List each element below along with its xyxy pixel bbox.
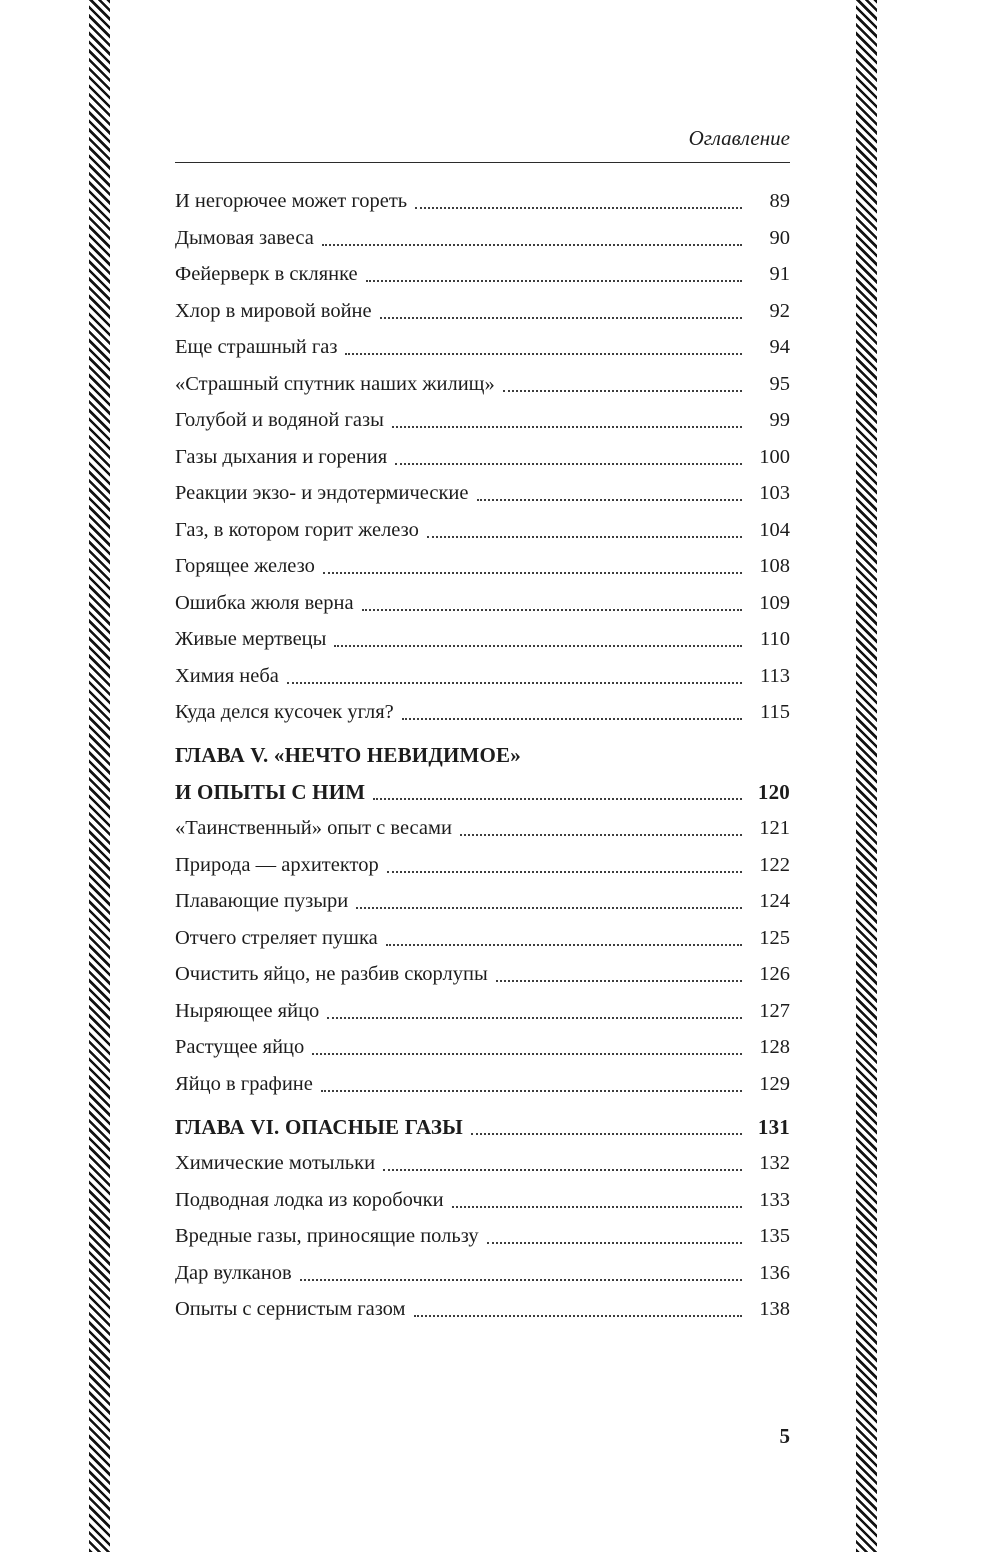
dot-leader: [487, 1242, 742, 1244]
toc-entry-row: [175, 1073, 790, 1096]
dot-leader: [427, 536, 742, 538]
toc-entry-title: Хлор в мировой войне: [175, 299, 372, 322]
toc-entry-page: 131: [757, 1114, 790, 1139]
toc-entry-row: [175, 1152, 790, 1175]
toc-entry-row: [175, 1189, 790, 1212]
toc-chapter-row: [175, 1116, 790, 1139]
toc-entry-title: Фейерверк в склянке: [175, 263, 358, 285]
toc-list: [175, 190, 790, 1321]
toc-entry-page: 128: [759, 1036, 790, 1058]
toc-entry-title: Ошибка жюля верна: [175, 591, 354, 614]
toc-entry-row: [175, 701, 790, 724]
toc-entry-title: Газы дыхания и горения: [175, 445, 388, 468]
dot-leader: [287, 682, 742, 684]
dot-leader: [386, 944, 742, 946]
toc-entry-row: [175, 592, 790, 615]
toc-entry-title: Плавающие пузыри: [175, 890, 349, 912]
toc-entry-row: [175, 482, 790, 505]
dot-leader: [322, 244, 742, 246]
page-number: 5: [779, 1424, 790, 1448]
toc-entry-page: 124: [759, 890, 790, 912]
toc-entry-page: 110: [760, 628, 790, 650]
toc-entry-page: 99: [769, 409, 790, 431]
dot-leader: [321, 1090, 742, 1092]
dot-leader: [392, 426, 742, 428]
toc-entry-row: [175, 854, 790, 877]
dot-leader: [345, 353, 742, 355]
toc-entry-row: [175, 1225, 790, 1248]
dot-leader: [373, 798, 742, 800]
toc-entry-row: [175, 927, 790, 950]
toc-entry-page: 104: [759, 518, 790, 541]
dot-leader: [323, 572, 742, 574]
dot-leader: [356, 907, 742, 909]
toc-entry-row: [175, 628, 790, 651]
toc-entry-title: «Страшный спутник наших жилищ»: [175, 372, 495, 395]
toc-entry-title: Дымовая завеса: [175, 226, 314, 249]
dot-leader: [452, 1206, 742, 1208]
toc-entry-row: [175, 336, 790, 359]
toc-entry-title: «Таинственный» опыт с весами: [175, 817, 452, 839]
dot-leader: [402, 718, 742, 720]
dot-leader: [471, 1133, 742, 1135]
toc-entry-title: Отчего стреляет пушка: [175, 926, 378, 949]
dot-leader: [312, 1053, 742, 1055]
dot-leader: [380, 317, 742, 319]
toc-entry-title: Газ, в котором горит железо: [175, 518, 419, 541]
toc-entry-page: 108: [759, 555, 790, 577]
toc-entry-page: 122: [759, 853, 790, 876]
decorative-hatch-border-right: [856, 0, 877, 1552]
decorative-hatch-border-left: [89, 0, 110, 1552]
toc-entry-row: [175, 1298, 790, 1321]
toc-entry-row: [175, 890, 790, 913]
toc-entry-title: Горящее железо: [175, 555, 315, 577]
toc-entry-page: 109: [759, 591, 790, 614]
toc-entry-title: Яйцо в графине: [175, 1072, 313, 1095]
toc-entry-row: [175, 1036, 790, 1059]
page-content: [175, 126, 790, 1335]
toc-entry-row: [175, 555, 790, 578]
toc-entry-title: Живые мертвецы: [175, 628, 327, 650]
toc-entry-row: [175, 263, 790, 286]
toc-entry-title: Голубой и водяной газы: [175, 409, 384, 431]
toc-entry-row: [175, 409, 790, 432]
toc-entry-title: Еще страшный газ: [175, 336, 338, 358]
toc-entry-page: 95: [769, 372, 790, 395]
toc-chapter-title: ГЛАВА VI. ОПАСНЫЕ ГАЗЫ: [175, 1114, 463, 1139]
toc-entry-page: 90: [769, 226, 790, 249]
toc-entry-title: Подводная лодка из коробочки: [175, 1188, 444, 1211]
toc-entry-page: 120: [757, 779, 790, 804]
toc-entry-page: 132: [759, 1152, 790, 1174]
dot-leader: [327, 1017, 742, 1019]
dot-leader: [460, 834, 742, 836]
dot-leader: [415, 207, 742, 209]
toc-entry-page: 115: [760, 701, 790, 723]
toc-entry-page: 125: [759, 926, 790, 949]
toc-entry-title: Очистить яйцо, не разбив скорлупы: [175, 963, 488, 985]
toc-entry-title: Дар вулканов: [175, 1261, 292, 1284]
toc-entry-row: [175, 665, 790, 688]
toc-entry-page: 103: [759, 482, 790, 504]
toc-entry-page: 94: [769, 336, 790, 358]
toc-entry-page: 91: [769, 263, 790, 285]
toc-entry-page: 92: [769, 299, 790, 322]
dot-leader: [366, 280, 742, 282]
toc-entry-page: 113: [760, 664, 790, 687]
dot-leader: [477, 499, 742, 501]
dot-leader: [334, 645, 742, 647]
toc-entry-title: Куда делся кусочек угля?: [175, 701, 394, 723]
toc-entry-title: Химические мотыльки: [175, 1152, 376, 1174]
toc-entry-title: Опыты с сернистым газом: [175, 1298, 406, 1320]
toc-entry-page: 138: [759, 1298, 790, 1320]
dot-leader: [503, 390, 742, 392]
toc-entry-title: Ныряющее яйцо: [175, 999, 320, 1022]
toc-entry-page: 136: [759, 1261, 790, 1284]
toc-entry-title: Химия неба: [175, 664, 279, 687]
toc-chapter-title: И ОПЫТЫ С НИМ: [175, 779, 366, 804]
toc-chapter-row: [175, 781, 790, 804]
toc-entry-page: 89: [769, 190, 790, 212]
toc-entry-page: 126: [759, 963, 790, 985]
toc-chapter-title: ГЛАВА V. «НЕЧТО НЕВИДИМОЕ»: [175, 743, 521, 767]
dot-leader: [383, 1169, 742, 1171]
toc-entry-row: [175, 373, 790, 396]
dot-leader: [414, 1315, 742, 1317]
toc-entry-row: [175, 446, 790, 469]
toc-entry-row: [175, 519, 790, 542]
dot-leader: [395, 463, 742, 465]
dot-leader: [362, 609, 742, 611]
toc-entry-page: 121: [759, 817, 790, 839]
page-header-title: Оглавление: [175, 126, 790, 163]
toc-entry-row: [175, 817, 790, 840]
toc-entry-row: [175, 1262, 790, 1285]
dot-leader: [387, 871, 742, 873]
toc-entry-title: Природа — архитектор: [175, 853, 379, 876]
toc-entry-page: 129: [759, 1072, 790, 1095]
toc-entry-page: 100: [759, 445, 790, 468]
toc-chapter-row: [175, 744, 790, 767]
toc-entry-title: Растущее яйцо: [175, 1036, 305, 1058]
toc-entry-row: [175, 963, 790, 986]
toc-entry-title: Реакции экзо- и эндотермические: [175, 482, 469, 504]
toc-entry-row: [175, 190, 790, 213]
dot-leader: [300, 1279, 742, 1281]
toc-entry-page: 133: [759, 1188, 790, 1211]
toc-entry-row: [175, 1000, 790, 1023]
toc-entry-row: [175, 300, 790, 323]
toc-entry-title: И негорючее может гореть: [175, 190, 408, 212]
toc-entry-title: Вредные газы, приносящие пользу: [175, 1225, 479, 1247]
toc-entry-page: 135: [759, 1225, 790, 1247]
dot-leader: [496, 980, 742, 982]
toc-entry-page: 127: [759, 999, 790, 1022]
toc-entry-row: [175, 227, 790, 250]
